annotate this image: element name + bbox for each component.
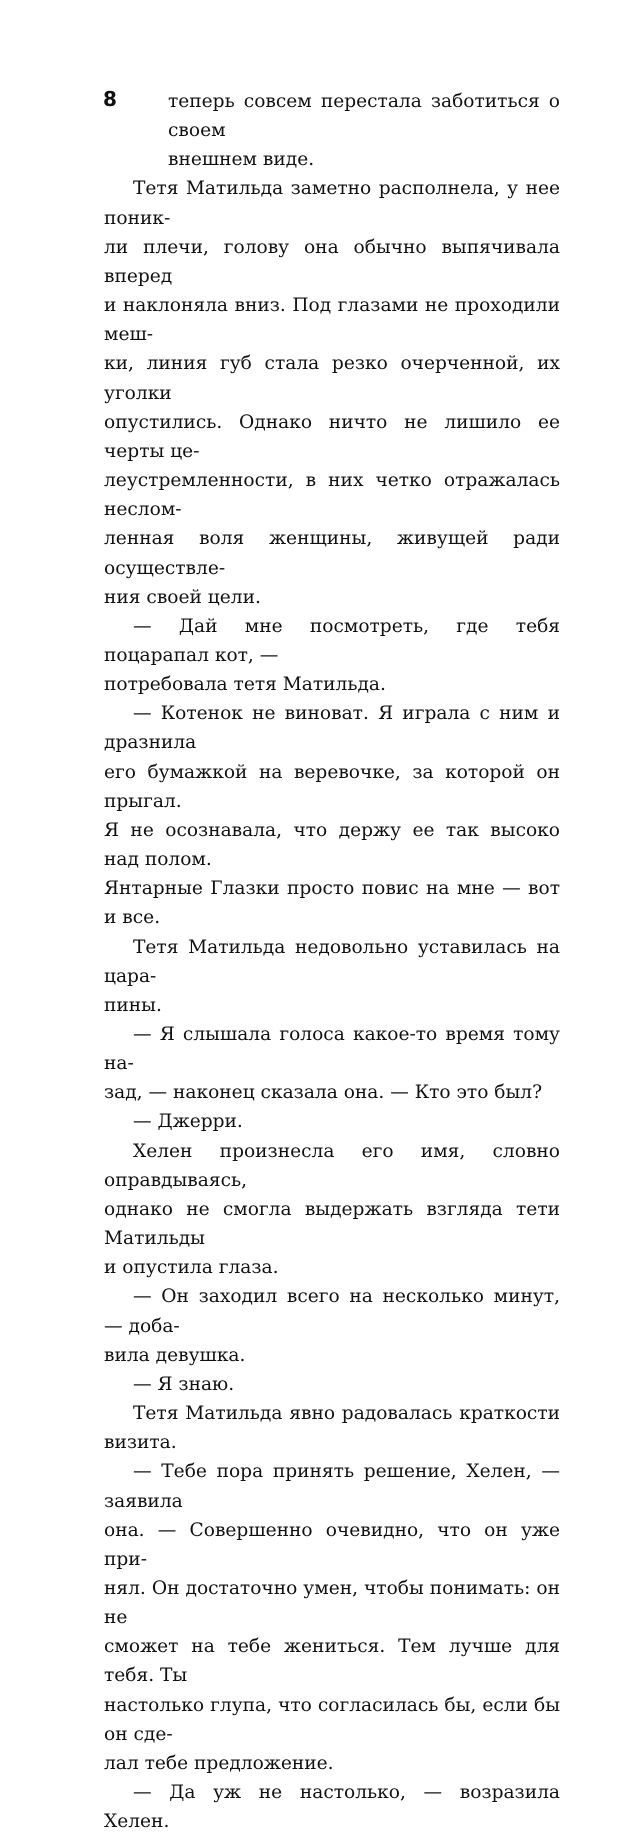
paragraph: — Я слышала голоса какое-то время тому на- зад, — наконец сказала она. — Кто это был? [104,1024,560,1104]
paragraph: теперь совсем перестала заботиться о своем внешнем виде. [168,91,560,171]
paragraph: — Он заходил всего на несколько минут, — доба- вила девушка. [104,1286,560,1366]
page-number: 8 [103,87,117,111]
paragraph: Тетя Матильда недовольно уставилась на цара- пины. [104,936,560,1016]
paragraph: Хелен произнесла его имя, словно оправдываясь, однако не смогла выдержать взгляда тети Матильды и опустила глаза. [104,1140,560,1279]
paragraph: — Тебе пора принять решение, Хелен, — заявила она. — Совершенно очевидно, что он уже при- нял. Он достаточно умен, чтобы понимать: он не сможет на тебе жениться. Тем лучше для тебя. Ты настолько глупа, что согласилась бы, если бы он сде- лал тебе предложение. [104,1461,560,1774]
paragraph: — Дай мне посмотреть, где тебя поцарапал кот, — потребовала тетя Матильда. [104,615,560,696]
paragraph: — Джерри. [133,1111,243,1133]
paragraph: — Я знаю. [133,1373,235,1395]
paragraph: Тетя Матильда заметно располнела, у нее поник- ли плечи, голову она обычно выпячивала вперед и наклоняла вниз. Под глазами не проходили меш- ки, линия губ стала резко очерченной, их уголки опустились. Однако ничто не лишило ее черты це- леустремленности, в них четко отражалась неслом- ленная воля женщины, живущей ради осуществле- ния своей цели. [104,178,560,608]
paragraph: Тетя Матильда явно радовалась краткости визита. [104,1403,560,1454]
paragraph: — Да уж не настолько, — возразила Хелен. [104,1782,560,1833]
paragraph: — Котенок не виноват. Я играла с ним и дразнила его бумажкой на веревочке, за которой он прыгал. Я не осознавала, что держу ее так высоко над полом. Янтарные Глазки просто повис на мне — вот и все. [104,703,560,929]
text-column [104,87,560,1836]
